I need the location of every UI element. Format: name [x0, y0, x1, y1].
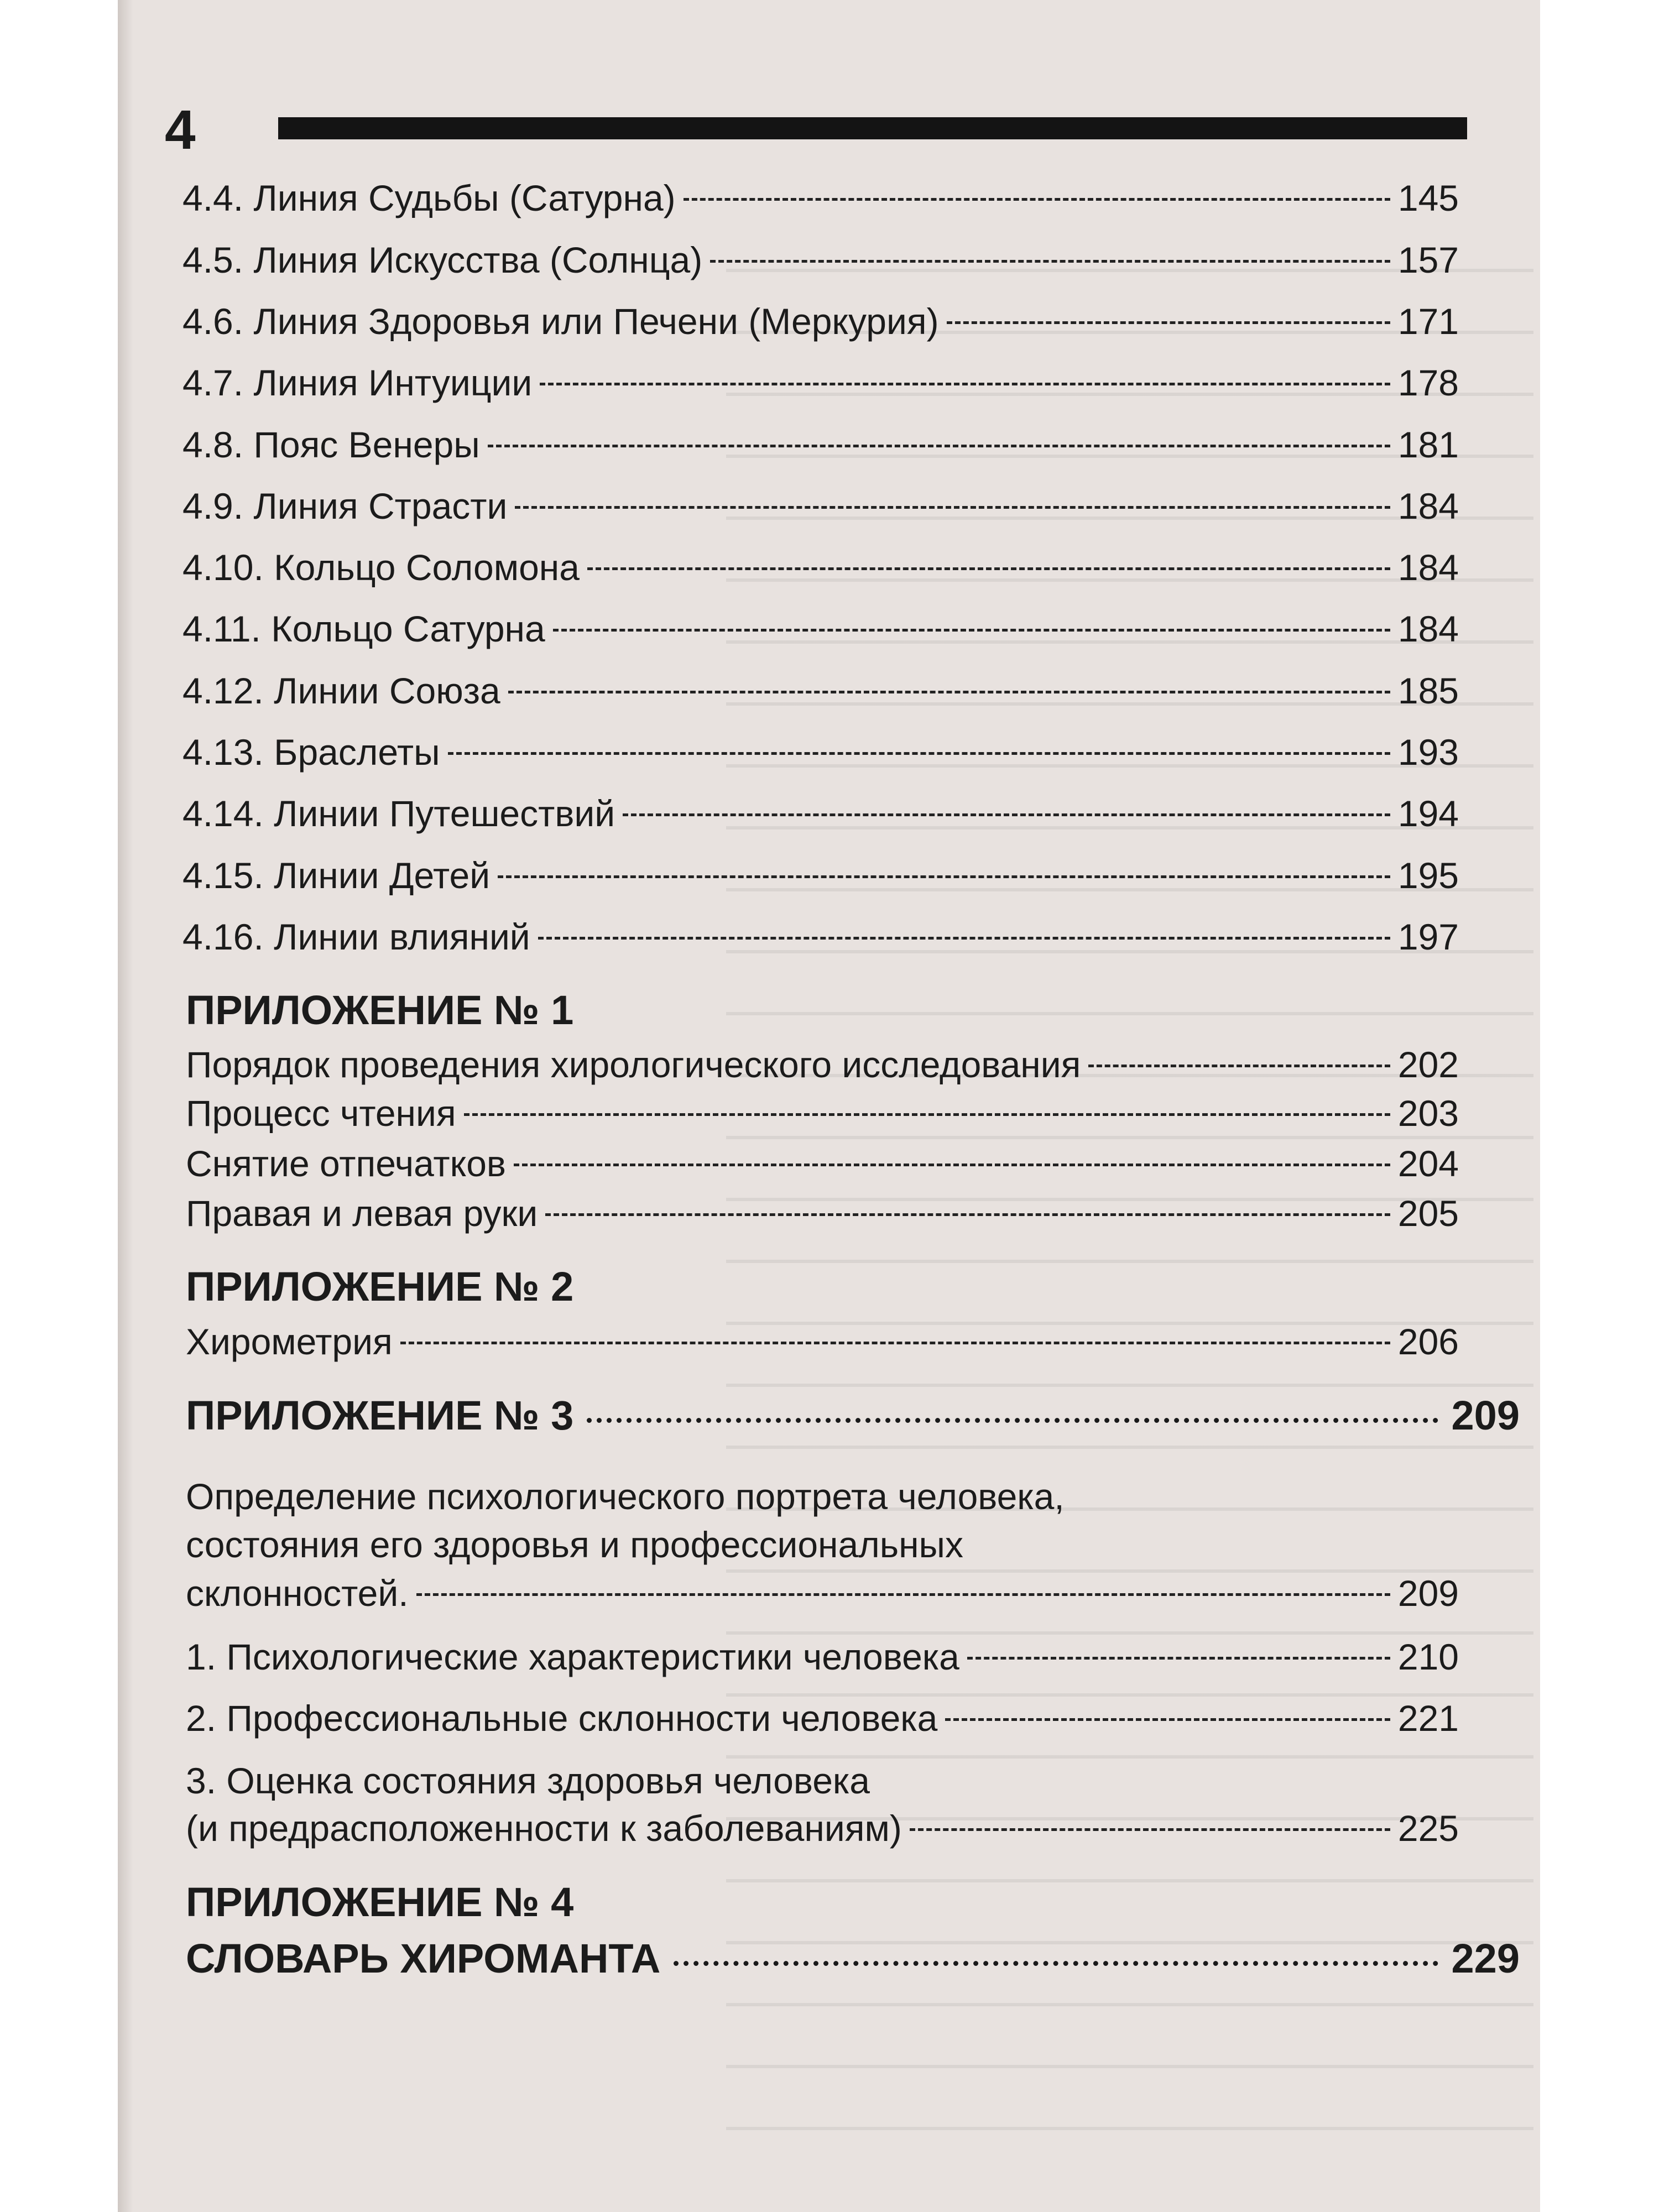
toc-entry-page: 184: [1397, 486, 1459, 526]
toc-entry-page: 178: [1397, 362, 1459, 403]
toc-entry-label: 1. Психологические характеристики человека: [186, 1636, 959, 1677]
toc-entry-label: 4.15. Линии Детей: [182, 855, 491, 896]
toc-entry-label: Снятие отпечатков: [186, 1143, 506, 1184]
toc-entry-page: 221: [1397, 1698, 1459, 1739]
toc-entry-page: 171: [1397, 301, 1459, 342]
dot-leader: [967, 1657, 1390, 1660]
toc-entry-page: 204: [1397, 1143, 1459, 1184]
toc-entry-page: 210: [1397, 1636, 1459, 1677]
toc-entry-label: 2. Профессиональные склонности человека: [186, 1698, 938, 1739]
toc-entry-label: 4.8. Пояс Венеры: [182, 424, 480, 465]
toc-entry-page: 206: [1397, 1321, 1459, 1362]
toc-entry-page: 203: [1397, 1093, 1459, 1134]
dot-leader: [400, 1342, 1390, 1344]
appendix-3-intro-line: состояния его здоровья и профессиональных: [186, 1524, 963, 1565]
appendix-3-intro-line: Определение психологического портрета человека,: [186, 1476, 1065, 1517]
toc-entry: [182, 364, 1459, 401]
toc-entry: [186, 1698, 1459, 1739]
dot-leader: [945, 1718, 1390, 1721]
toc-entry-label: 4.4. Линия Судьбы (Сатурна): [182, 178, 676, 218]
toc-entry-label: 4.5. Линия Искусства (Солнца): [182, 239, 703, 280]
toc-entry: [186, 1573, 1459, 1614]
toc-entry-label: Хирометрия: [186, 1321, 393, 1362]
toc-entry: [182, 672, 1459, 709]
toc-entry-label: склонностей.: [186, 1573, 409, 1614]
toc-entry-page: 197: [1397, 916, 1459, 957]
toc-entry: [182, 239, 1459, 280]
toc-entry: [182, 795, 1459, 832]
toc-entry-label: 4.9. Линия Страсти: [182, 486, 508, 526]
appendix-4-title: ПРИЛОЖЕНИЕ № 4: [186, 1879, 574, 1925]
appendix-4-subtitle: СЛОВАРЬ ХИРОМАНТА: [186, 1936, 661, 1981]
toc-entry-page: 202: [1397, 1044, 1459, 1085]
toc-entry-label: 4.16. Линии влияний: [182, 916, 530, 957]
dot-leader: [464, 1113, 1390, 1116]
appendix-2-title: ПРИЛОЖЕНИЕ № 2: [186, 1264, 574, 1310]
header-rule: [278, 117, 1467, 139]
page-binding-shadow: [118, 0, 133, 2212]
appendix-3-title-row: [186, 1392, 1520, 1438]
toc-entry-label: Правая и левая руки: [186, 1193, 538, 1234]
toc-entry-label: 4.10. Кольцо Соломона: [182, 547, 580, 588]
toc-entry-page: 225: [1397, 1808, 1459, 1849]
toc-entry: [182, 180, 1459, 216]
toc-entry-page: 209: [1397, 1573, 1459, 1614]
dot-leader: [515, 506, 1390, 509]
toc-entry-label: Процесс чтения: [186, 1093, 456, 1134]
toc-entry-label: 4.11. Кольцо Сатурна: [182, 608, 545, 649]
dot-leader: [623, 813, 1390, 816]
dot-leader: [587, 1418, 1438, 1423]
toc-entry: [182, 488, 1459, 524]
toc-entry-page: 145: [1397, 178, 1459, 218]
dot-leader: [684, 198, 1390, 201]
appendix-4-page: 229: [1451, 1936, 1520, 1981]
toc-entry: [186, 1808, 1459, 1849]
dot-leader: [674, 1961, 1438, 1966]
toc-entry-page: 193: [1397, 732, 1459, 773]
dot-leader: [910, 1828, 1390, 1831]
toc-entry-page: 194: [1397, 793, 1459, 834]
dot-leader: [947, 321, 1390, 324]
toc-entry-label: 4.13. Браслеты: [182, 732, 440, 773]
toc-entry: [182, 732, 1459, 773]
appendix-3-title: ПРИЛОЖЕНИЕ № 3: [186, 1392, 574, 1438]
toc-entry: [182, 426, 1459, 463]
appendix-3-entry-line: 3. Оценка состояния здоровья человека: [186, 1760, 870, 1801]
toc-entry: [186, 1636, 1459, 1677]
toc-entry: [182, 857, 1459, 894]
dot-leader: [498, 875, 1390, 878]
toc-entry-label: 4.7. Линия Интуиции: [182, 362, 533, 403]
toc-entry-label: 4.12. Линии Союза: [182, 670, 500, 711]
dot-leader: [416, 1593, 1390, 1596]
dot-leader: [1088, 1065, 1390, 1067]
toc-entry-page: 205: [1397, 1193, 1459, 1234]
dot-leader: [448, 752, 1390, 755]
dot-leader: [538, 937, 1390, 940]
toc-entry: [186, 1195, 1459, 1232]
dot-leader: [587, 567, 1390, 570]
toc-entry: [186, 1145, 1459, 1182]
toc-entry-label: 4.6. Линия Здоровья или Печени (Меркурия): [182, 301, 939, 342]
toc-entry-page: 184: [1397, 547, 1459, 588]
appendix-4-subtitle-row: [186, 1938, 1520, 1979]
appendix-3-page: 209: [1451, 1392, 1520, 1438]
toc-entry-label: 4.14. Линии Путешествий: [182, 793, 615, 834]
dot-leader: [545, 1213, 1390, 1216]
toc-entry: [182, 303, 1459, 340]
toc-entry: [182, 608, 1459, 649]
dot-leader: [508, 691, 1390, 693]
toc-entry-label: Порядок проведения хирологического исследования: [186, 1044, 1081, 1085]
toc-entry-page: 195: [1397, 855, 1459, 896]
toc-entry-page: 157: [1397, 239, 1459, 280]
toc-entry-page: 181: [1397, 424, 1459, 465]
toc-entry: [186, 1323, 1459, 1360]
dot-leader: [553, 629, 1390, 632]
toc-entry: [186, 1046, 1459, 1083]
toc-entry: [182, 549, 1459, 586]
dot-leader: [710, 260, 1390, 263]
appendix-1-title: ПРИЛОЖЕНИЕ № 1: [186, 987, 574, 1033]
page-number: 4: [165, 99, 196, 161]
toc-entry-label: (и предрасположенности к заболеваниям): [186, 1808, 902, 1849]
toc-entry-page: 184: [1397, 608, 1459, 649]
toc-entry: [182, 916, 1459, 957]
dot-leader: [540, 383, 1390, 385]
toc-entry-page: 185: [1397, 670, 1459, 711]
dot-leader: [514, 1164, 1390, 1166]
toc-entry: [186, 1093, 1459, 1134]
book-page: [118, 0, 1540, 2212]
dot-leader: [488, 445, 1390, 447]
